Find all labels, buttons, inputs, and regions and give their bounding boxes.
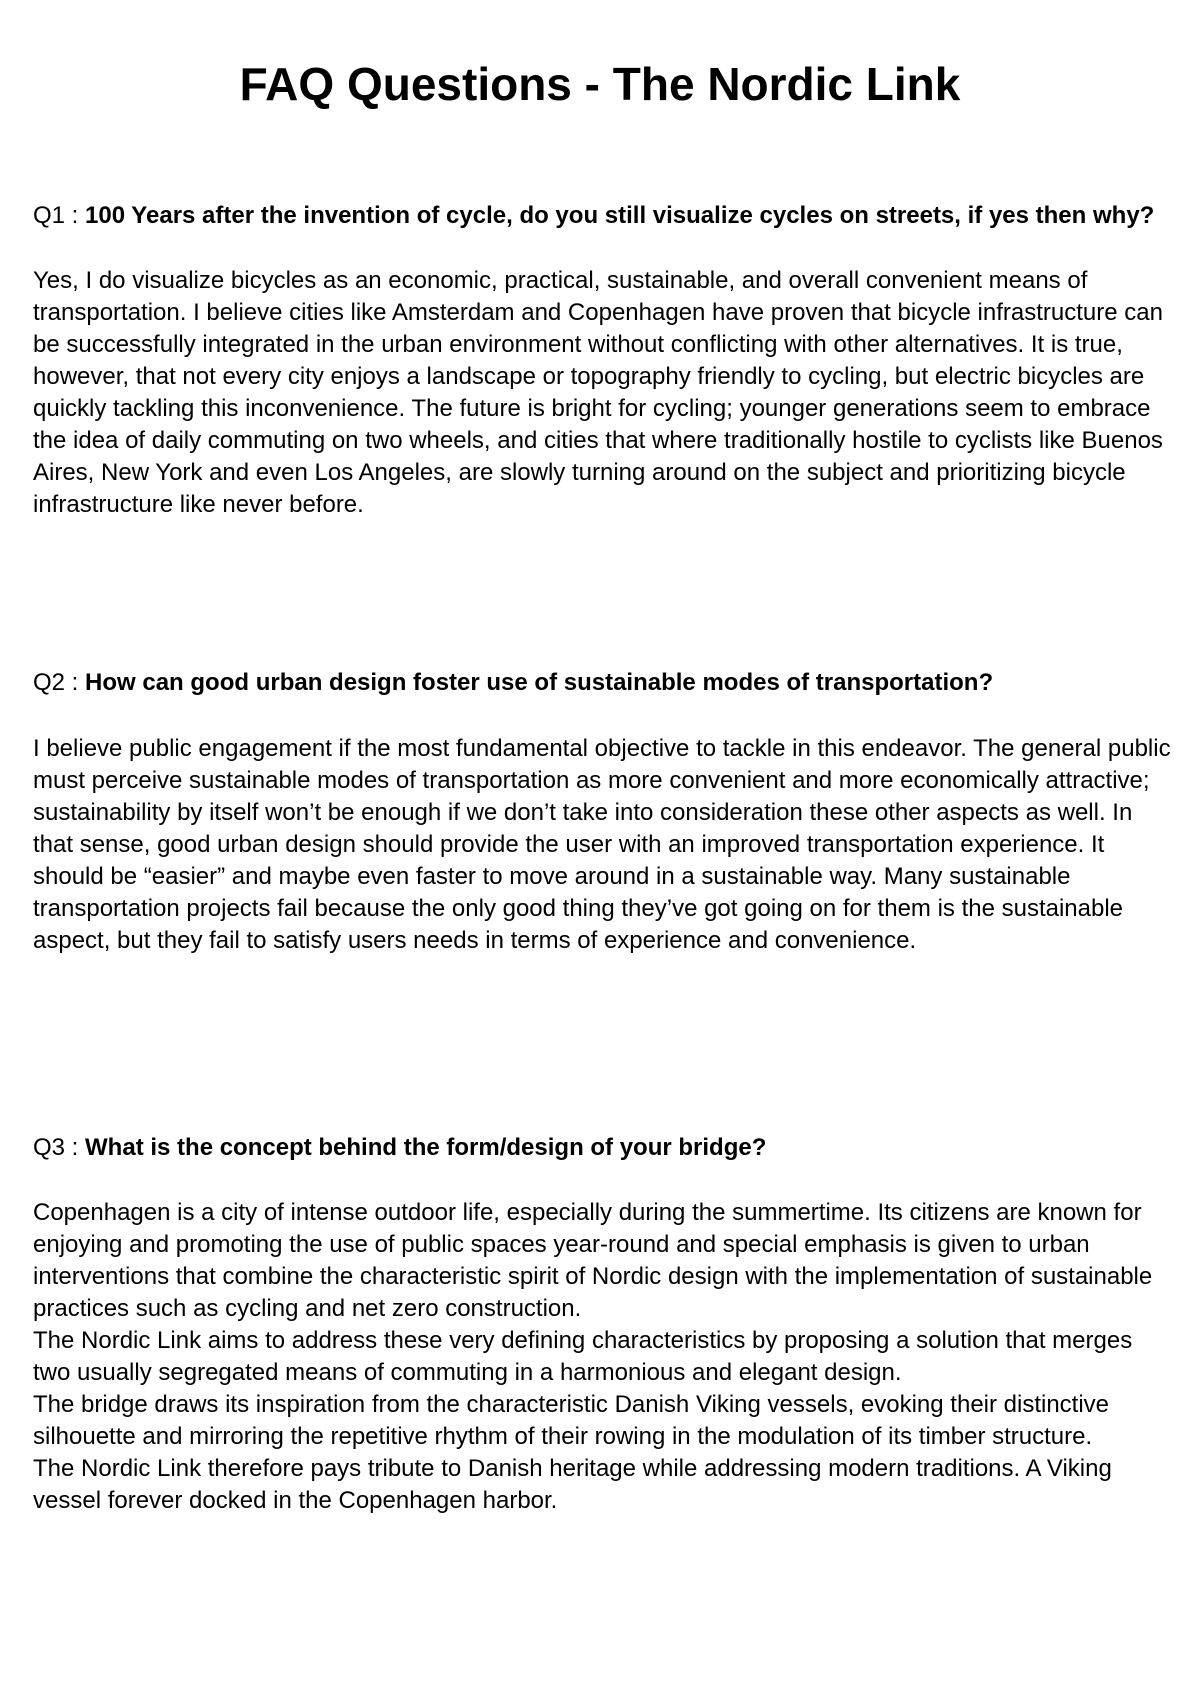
answer-paragraph: The bridge draws its inspiration from the characteristic Danish Viking vessels, evoking their distinctive silhouette and mirroring the repetitive rhythm of their rowing in the modulation of its timber structure. xyxy=(33,1391,1110,1450)
question-number: Q1 : xyxy=(33,202,86,229)
faq-item-q1 xyxy=(33,200,1173,521)
faq-answer xyxy=(33,265,1173,521)
faq-question xyxy=(33,200,1173,232)
answer-paragraph: Copenhagen is a city of intense outdoor life, especially during the summertime. Its citizens are known for enjoying and promoting the use of public spaces year-round and special emphasis is given to urban interventions that combine the characteristic spirit of Nordic design with the implementation of sustainable practices such as cycling and net zero construction. xyxy=(33,1199,1153,1322)
faq-question xyxy=(33,1132,1173,1164)
question-text: What is the concept behind the form/design of your bridge? xyxy=(85,1134,767,1161)
answer-paragraph: I believe public engagement if the most fundamental objective to tackle in this endeavor. The general public must perceive sustainable modes of transportation as more convenient and more economically attractive; sustainability by itself won’t be enough if we don’t take into consideration these other aspects as well. In that sense, good urban design should provide the user with an improved transportation experience. It should be “easier” and maybe even faster to move around in a sustainable way. Many sustainable transportation projects fail because the only good thing they’ve got going on for them is the sustainable aspect, but they fail to satisfy users needs in terms of experience and convenience. xyxy=(33,735,1171,954)
faq-question xyxy=(33,667,1173,699)
answer-paragraph: The Nordic Link aims to address these very defining characteristics by proposing a solution that merges two usually segregated means of commuting in a harmonious and elegant design. xyxy=(33,1327,1133,1386)
question-text: 100 Years after the invention of cycle, do you still visualize cycles on streets, if yes then why? xyxy=(85,202,1155,229)
question-number: Q2 : xyxy=(33,669,86,696)
faq-answer xyxy=(33,1197,1173,1517)
faq-item-q2 xyxy=(33,667,1173,957)
page-title: FAQ Questions - The Nordic Link xyxy=(239,58,961,110)
question-text: How can good urban design foster use of sustainable modes of transportation? xyxy=(85,669,994,696)
faq-item-q3 xyxy=(33,1132,1173,1517)
answer-paragraph: Yes, I do visualize bicycles as an economic, practical, sustainable, and overall convenient means of transportation. I believe cities like Amsterdam and Copenhagen have proven that bicycle infrastructure can be successfully integrated in the urban environment without conflicting with other alternatives. It is true, however, that not every city enjoys a landscape or topography friendly to cycling, but electric bicycles are quickly tackling this inconvenience. The future is bright for cycling; younger generations seem to embrace the idea of daily commuting on two wheels, and cities that where traditionally hostile to cyclists like Buenos Aires, New York and even Los Angeles, are slowly turning around on the subject and prioritizing bicycle infrastructure like never before. xyxy=(33,267,1163,518)
faq-answer xyxy=(33,733,1173,957)
question-number: Q3 : xyxy=(33,1134,86,1161)
answer-paragraph: The Nordic Link therefore pays tribute to Danish heritage while addressing modern traditions. A Viking vessel forever docked in the Copenhagen harbor. xyxy=(33,1455,1112,1514)
